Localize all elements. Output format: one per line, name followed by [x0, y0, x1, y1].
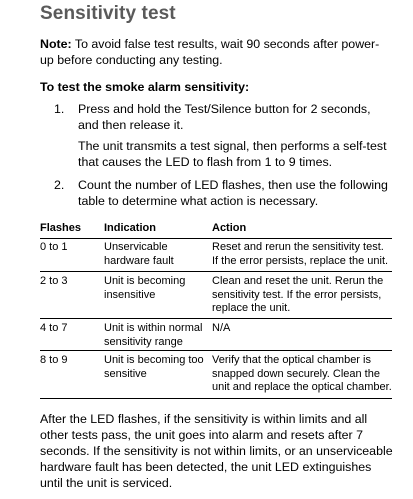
row-rule: [40, 271, 392, 272]
cell-action: Clean and reset the unit. Rerun the sensitivity test. If the error persists, replace the unit.: [212, 275, 384, 314]
step-2-number: 2.: [54, 178, 65, 192]
cell-indication: Unit is becoming insensitive: [104, 275, 186, 301]
step-1-number: 1.: [54, 102, 65, 116]
table-bottom-rule: [40, 398, 392, 399]
cell-flashes: 8 to 9: [40, 354, 68, 366]
header-action: Action: [212, 222, 247, 234]
table-header: [40, 219, 392, 237]
cell-indication: Unit is becoming too sensitive: [104, 354, 204, 380]
note-label: Note:: [40, 37, 72, 51]
cell-flashes: 0 to 1: [40, 241, 68, 253]
cell-action: Reset and rerun the sensitivity test. If the error persists, replace the unit.: [212, 241, 389, 267]
procedure-heading: To test the smoke alarm sensitivity:: [40, 80, 250, 94]
step-1-text: Press and hold the Test/Silence button for 2 seconds, and then release it.: [78, 102, 371, 132]
note-paragraph: [40, 36, 392, 68]
step-1-detail: The unit transmits a test signal, then performs a self-test that causes the LED to flash from 1 to 9 times.: [78, 139, 387, 169]
header-flashes: Flashes: [40, 222, 81, 234]
header-rule: [40, 238, 392, 239]
step-2-text: Count the number of LED flashes, then use the following table to determine what action is necessary.: [78, 178, 388, 208]
section-title: Sensitivity test: [40, 3, 176, 24]
cell-action: Verify that the optical chamber is snapped down securely. Clean the unit and replace the optical chamber.: [212, 354, 392, 393]
header-indication: Indication: [104, 222, 156, 234]
cell-indication: Unit is within normal sensitivity range: [104, 322, 203, 348]
closing-paragraph: After the LED flashes, if the sensitivity is within limits and all other tests pass, the unit goes into alarm and resets after 7 seconds. If the sensitivity is not within limits, or an unserviceable hardware fault has been detected, the unit LED extinguishes until the unit is serviced.: [40, 412, 393, 490]
cell-flashes: 2 to 3: [40, 275, 68, 287]
row-rule: [40, 318, 392, 319]
cell-indication: Unservicable hardware fault: [104, 241, 174, 267]
row-rule: [40, 350, 392, 351]
cell-flashes: 4 to 7: [40, 322, 68, 334]
cell-action: N/A: [212, 322, 231, 334]
note-text: To avoid false test results, wait 90 seconds after power-up before conducting any testing.: [40, 37, 380, 67]
